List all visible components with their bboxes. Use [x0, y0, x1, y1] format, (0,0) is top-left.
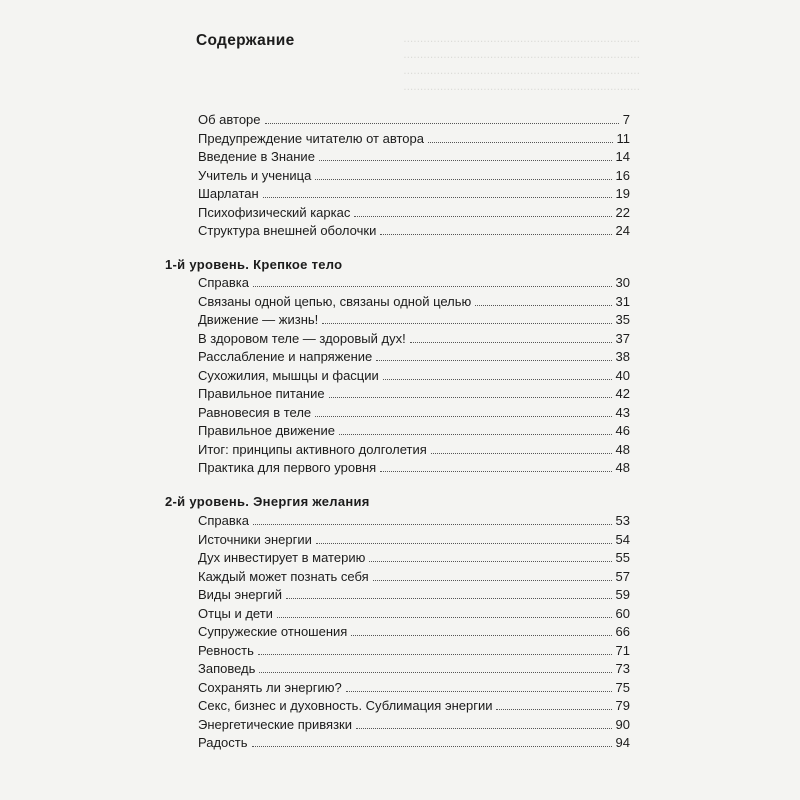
toc-entry[interactable]: [198, 623, 630, 642]
leader-dots: [315, 179, 611, 180]
entry-page: 79: [615, 698, 630, 713]
leader-dots: [351, 635, 611, 636]
entry-page: 11: [616, 130, 630, 146]
entry-page: 19: [615, 186, 630, 201]
entry-page: 66: [615, 624, 630, 639]
entry-label: Дух инвестирует в материю: [198, 550, 366, 565]
section-heading-level-1: 1-й уровень. Крепкое тело: [165, 257, 343, 272]
entry-label: Источники энергии: [198, 531, 312, 547]
toc-entry[interactable]: [198, 330, 630, 349]
entry-page: 16: [615, 167, 630, 183]
toc-entry[interactable]: [198, 348, 630, 367]
leader-dots: [265, 123, 619, 124]
leader-dots: [329, 397, 612, 398]
entry-label: Виды энергий: [198, 587, 283, 602]
leader-dots: [286, 598, 612, 599]
entry-page: 31: [615, 293, 630, 309]
entry-label: Каждый может познать себя: [198, 568, 369, 584]
entry-label: Справка: [198, 275, 249, 290]
leader-dots: [376, 360, 611, 361]
toc-entry[interactable]: [198, 311, 630, 330]
leader-dots: [373, 580, 612, 581]
leader-dots: [383, 379, 612, 380]
leader-dots: [258, 654, 612, 655]
entry-page: 38: [615, 349, 630, 364]
leader-dots: [475, 305, 611, 306]
leader-dots: [410, 342, 612, 343]
entry-label: Итог: принципы активного долголетия: [198, 441, 427, 457]
leader-dots: [315, 416, 611, 417]
entry-label: Правильное движение: [198, 423, 335, 438]
entry-label: Движение — жизнь!: [198, 312, 319, 327]
entry-page: 46: [615, 423, 630, 438]
toc-entry[interactable]: [198, 441, 630, 460]
leader-dots: [428, 142, 613, 143]
toc-entry[interactable]: [198, 642, 630, 661]
leader-dots: [369, 561, 611, 562]
entry-page: 35: [615, 312, 630, 327]
entry-label: Ревность: [198, 642, 254, 658]
toc-entry[interactable]: [198, 367, 630, 386]
level-2-list: [198, 512, 630, 753]
toc-entry[interactable]: [198, 111, 630, 130]
entry-page: 14: [615, 149, 630, 164]
leader-dots: [431, 453, 612, 454]
entry-label: Отцы и дети: [198, 605, 273, 621]
entry-label: Расслабление и напряжение: [198, 349, 373, 364]
entry-page: 48: [615, 460, 630, 475]
section-heading-level-2: 2-й уровень. Энергия желания: [165, 494, 370, 509]
entry-label: Связаны одной цепью, связаны одной целью: [198, 293, 472, 309]
toc-entry[interactable]: [198, 512, 630, 531]
leader-dots: [354, 216, 611, 217]
toc-entry[interactable]: [198, 660, 630, 679]
entry-page: 48: [615, 441, 630, 457]
entry-page: 59: [615, 587, 630, 602]
toc-entry[interactable]: [198, 385, 630, 404]
entry-label: Энергетические привязки: [198, 716, 352, 732]
leader-dots: [319, 160, 612, 161]
entry-label: Психофизический каркас: [198, 204, 351, 220]
entry-label: Секс, бизнес и духовность. Сублимация энергии: [198, 698, 493, 713]
intro-list: [198, 111, 630, 241]
entry-label: Введение в Знание: [198, 149, 315, 164]
leader-dots: [277, 617, 612, 618]
leader-dots: [339, 434, 612, 435]
entry-page: 24: [615, 223, 630, 238]
entry-page: 53: [615, 513, 630, 528]
entry-page: 71: [615, 642, 630, 658]
entry-page: 37: [615, 330, 630, 346]
entry-label: Равновесия в теле: [198, 404, 312, 420]
entry-page: 54: [615, 531, 630, 547]
entry-label: Предупреждение читателю от автора: [198, 130, 424, 146]
toc-entry[interactable]: [198, 568, 630, 587]
entry-label: Супружеские отношения: [198, 624, 348, 639]
entry-label: Заповедь: [198, 661, 256, 676]
entry-label: Об авторе: [198, 112, 261, 127]
leader-dots: [496, 709, 611, 710]
entry-label: Практика для первого уровня: [198, 460, 377, 475]
toc-entry[interactable]: [198, 404, 630, 423]
bleed-through-text: ....................................................................... ....................................................................... ....................................................................... .......................................................................: [403, 31, 640, 93]
entry-label: Радость: [198, 735, 248, 750]
entry-label: Сухожилия, мышцы и фасции: [198, 367, 379, 383]
toc-entry[interactable]: [198, 148, 630, 167]
toc-entry[interactable]: [198, 422, 630, 441]
entry-page: 22: [615, 204, 630, 220]
entry-page: 7: [622, 112, 630, 127]
toc-entry[interactable]: [198, 459, 630, 478]
toc-entry[interactable]: [198, 274, 630, 293]
entry-label: Структура внешней оболочки: [198, 223, 377, 238]
entry-label: Учитель и ученица: [198, 167, 312, 183]
toc-entry[interactable]: [198, 605, 630, 624]
toc-entry[interactable]: [198, 697, 630, 716]
toc-entry[interactable]: [198, 204, 630, 223]
toc-entry[interactable]: [198, 716, 630, 735]
level-1-list: [198, 274, 630, 478]
toc-entry[interactable]: [198, 679, 630, 698]
leader-dots: [263, 197, 612, 198]
entry-page: 94: [615, 735, 630, 750]
leader-dots: [253, 524, 612, 525]
entry-page: 55: [615, 550, 630, 565]
toc-entry[interactable]: [198, 222, 630, 241]
leader-dots: [356, 728, 612, 729]
entry-page: 75: [615, 679, 630, 695]
entry-page: 43: [615, 404, 630, 420]
entry-label: Шарлатан: [198, 186, 259, 201]
entry-label: Сохранять ли энергию?: [198, 679, 342, 695]
toc-entry[interactable]: [198, 293, 630, 312]
entry-page: 90: [615, 716, 630, 732]
entry-page: 30: [615, 275, 630, 290]
toc-entry[interactable]: [198, 531, 630, 550]
toc-entry[interactable]: [198, 130, 630, 149]
toc-entry[interactable]: [198, 734, 630, 753]
entry-page: 57: [615, 568, 630, 584]
entry-label: В здоровом теле — здоровый дух!: [198, 330, 406, 346]
entry-label: Справка: [198, 513, 249, 528]
page-title: Содержание: [196, 32, 295, 49]
entry-page: 60: [615, 605, 630, 621]
entry-label: Правильное питание: [198, 386, 325, 401]
entry-page: 40: [615, 367, 630, 383]
entry-page: 42: [615, 386, 630, 401]
toc-entry[interactable]: [198, 549, 630, 568]
leader-dots: [380, 471, 611, 472]
toc-entry[interactable]: [198, 185, 630, 204]
leader-dots: [322, 323, 611, 324]
entry-page: 73: [615, 661, 630, 676]
leader-dots: [316, 543, 612, 544]
leader-dots: [380, 234, 611, 235]
leader-dots: [253, 286, 612, 287]
toc-entry[interactable]: [198, 586, 630, 605]
toc-entry[interactable]: [198, 167, 630, 186]
leader-dots: [259, 672, 611, 673]
leader-dots: [252, 746, 612, 747]
leader-dots: [346, 691, 612, 692]
